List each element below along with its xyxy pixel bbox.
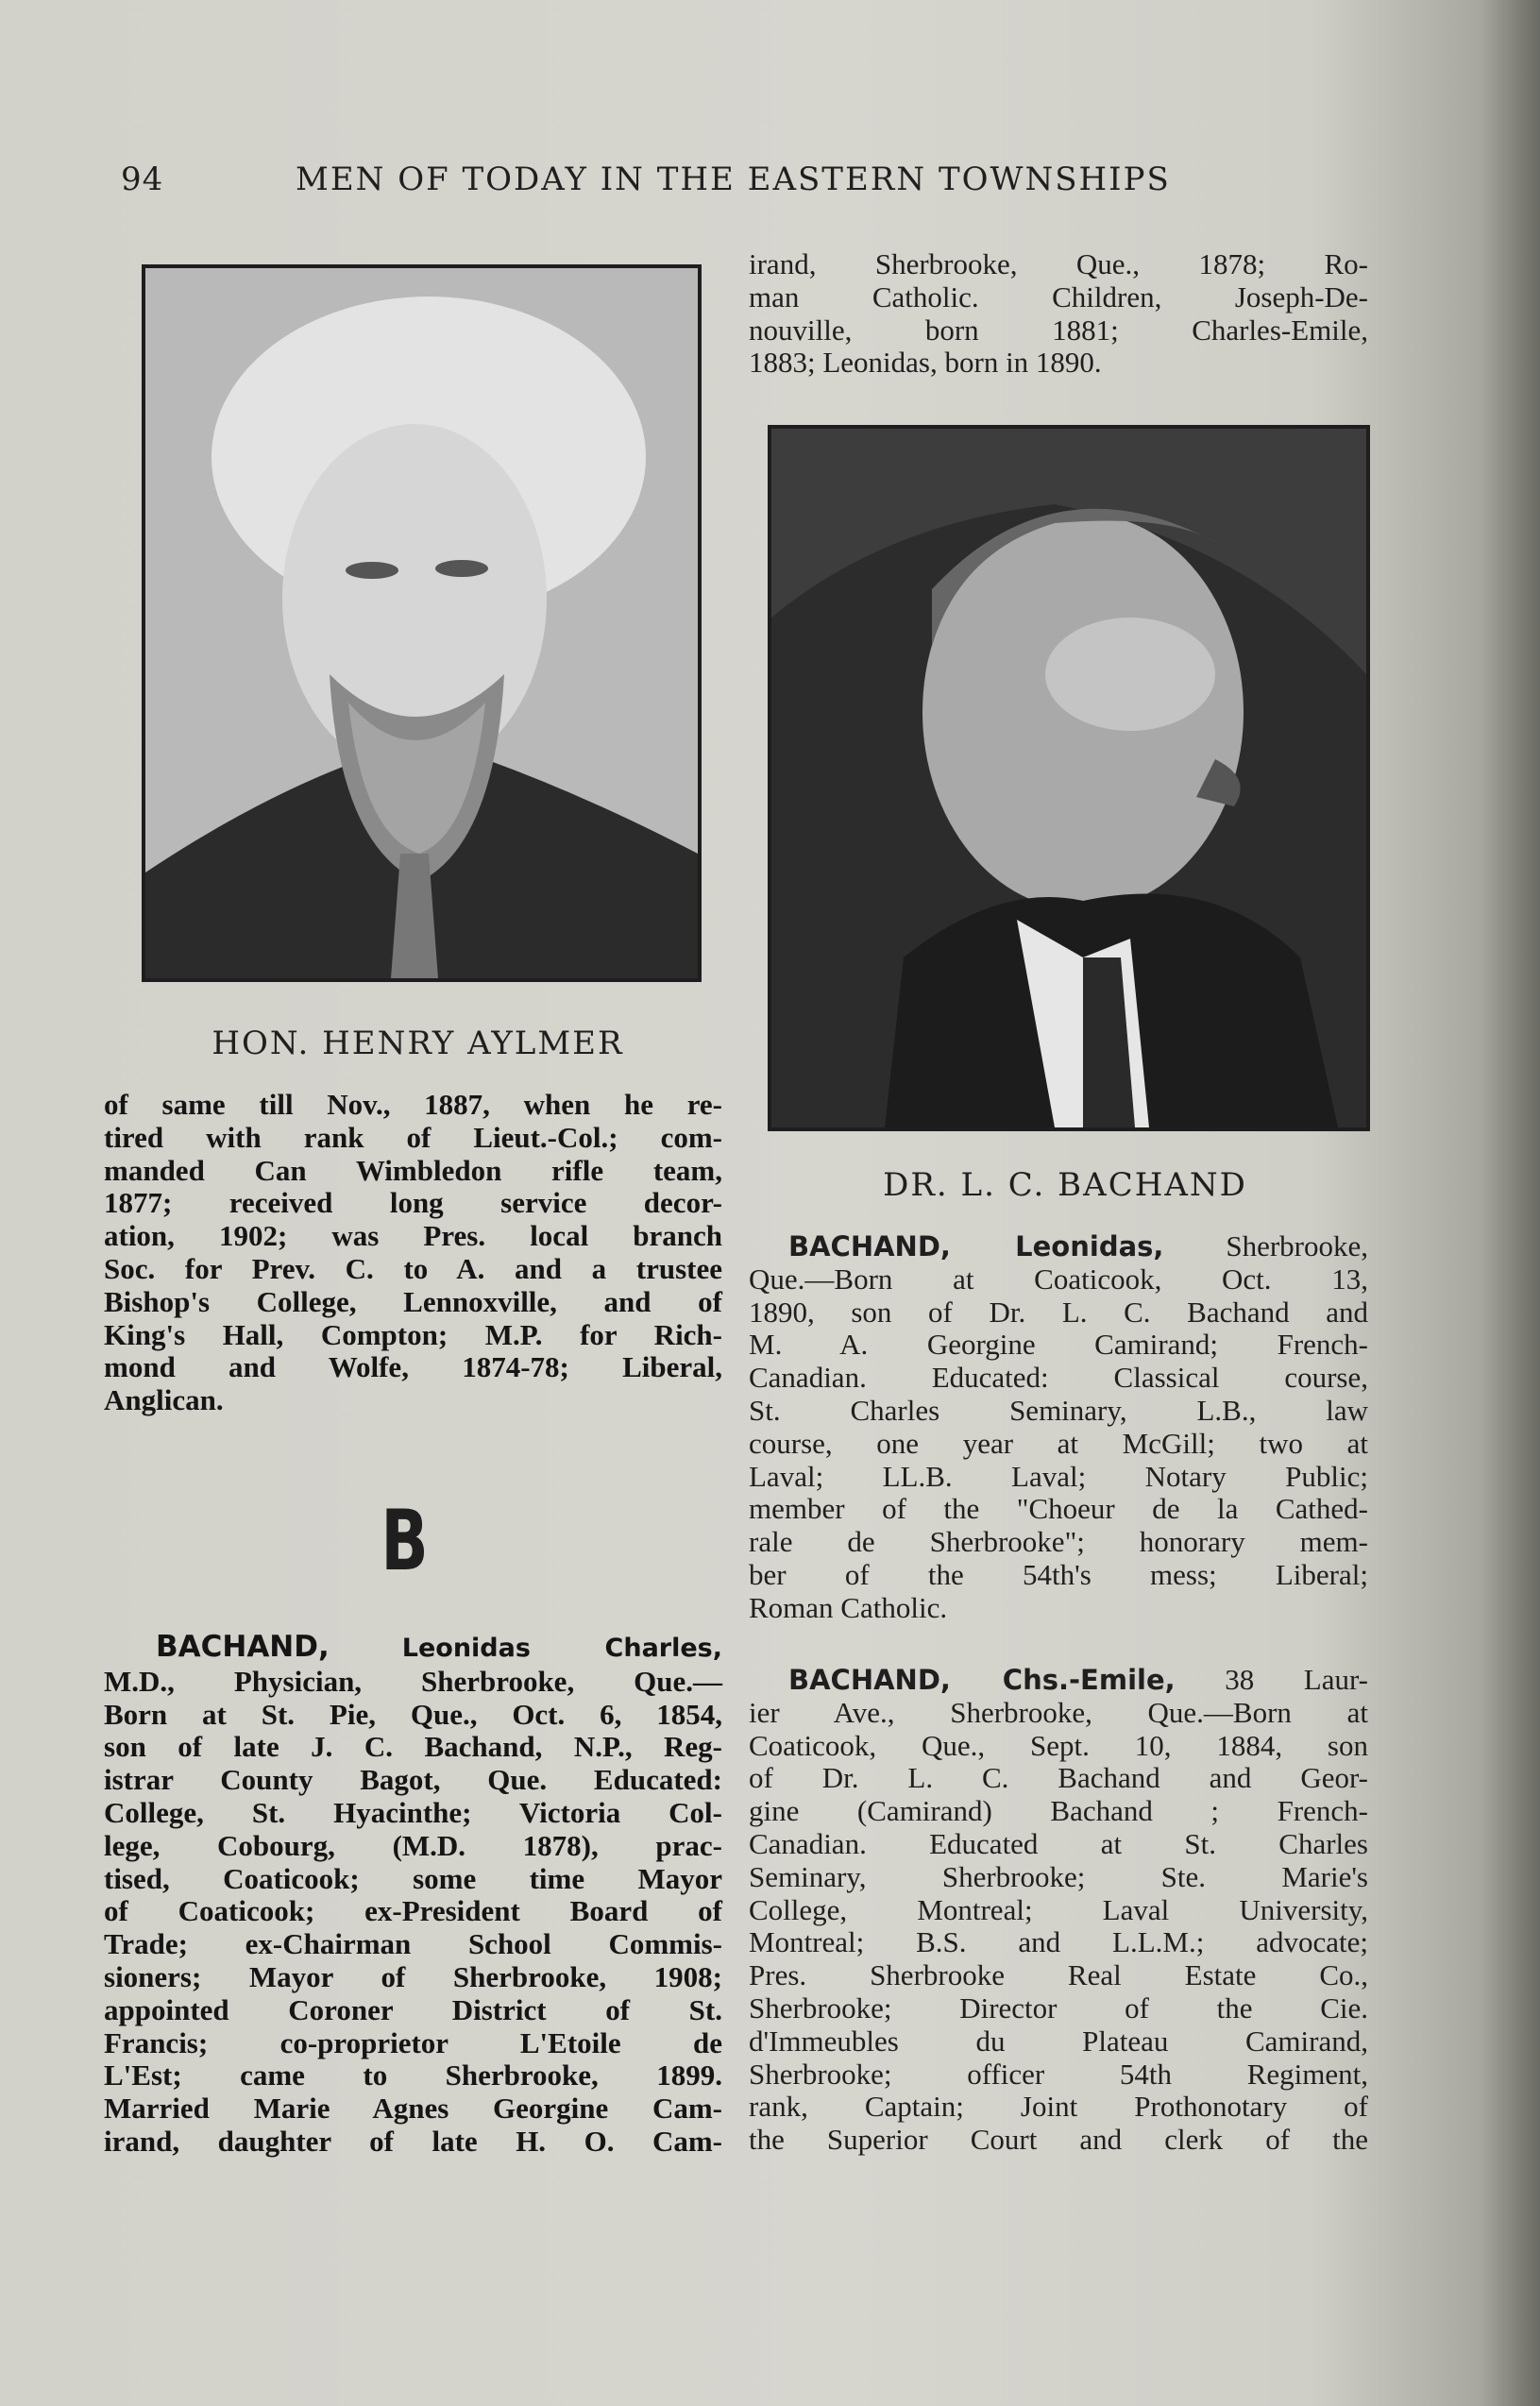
text-line: sioners; Mayor of Sherbrooke, 1908; (104, 1959, 722, 1993)
text-line: lege, Cobourg, (M.D. 1878), prac- (104, 1828, 722, 1862)
entry-surname: BACHAND, Leonidas, (788, 1230, 1164, 1262)
text-line: rale de Sherbrooke"; honorary mem- (749, 1525, 1368, 1559)
text-line: College, St. Hyacinthe; Victoria Col- (104, 1795, 722, 1829)
text-line: Trade; ex-Chairman School Commis- (104, 1927, 722, 1961)
text-line: 1890, son of Dr. L. C. Bachand and (749, 1295, 1368, 1329)
entry-bachand-leonidas-charles (104, 1631, 722, 2159)
entry-heading (749, 1664, 1368, 1697)
entry-given-names: Leonidas Charles, (401, 1634, 723, 1663)
text-line: rank, Captain; Joint Prothonotary of (749, 2090, 1368, 2124)
text-line: Soc. for Prev. C. to A. and a trustee (104, 1251, 722, 1285)
entry-heading-rest: Sherbrooke, (1226, 1229, 1369, 1262)
text-line: d'Immeubles du Plateau Camirand, (749, 2024, 1368, 2058)
text-line: Married Marie Agnes Georgine Cam- (104, 2092, 722, 2126)
text-line: Coaticook, Que., Sept. 10, 1884, son (749, 1728, 1368, 1762)
text-line: course, one year at McGill; two at (749, 1426, 1368, 1460)
portrait-henry-aylmer (142, 264, 702, 982)
text-line: gine (Camirand) Bachand ; French- (749, 1794, 1368, 1828)
running-title: MEN OF TODAY IN THE EASTERN TOWNSHIPS (296, 161, 1171, 198)
text-line: member of the "Choeur de la Cathed- (749, 1492, 1368, 1526)
caption-henry-aylmer: HON. HENRY AYLMER (212, 1025, 624, 1062)
text-line: St. Charles Seminary, L.B., law (749, 1393, 1368, 1427)
entry-bachand-leonidas (749, 1230, 1368, 1625)
text-line: College, Montreal; Laval University, (749, 1892, 1368, 1926)
text-line: of Coaticook; ex-President Board of (104, 1894, 722, 1928)
text-line: 1877; received long service decor- (104, 1186, 722, 1220)
text-line: Born at St. Pie, Que., Oct. 6, 1854, (104, 1697, 722, 1731)
text-line: istrar County Bagot, Que. Educated: (104, 1763, 722, 1797)
text-line: tired with rank of Lieut.-Col.; com- (104, 1120, 722, 1154)
text-line: Anglican. (104, 1383, 224, 1417)
text-line: Sherbrooke; Director of the Cie. (749, 1991, 1368, 2025)
text-line: irand, daughter of late H. O. Cam- (104, 2124, 722, 2158)
text-line: Sherbrooke; officer 54th Regiment, (749, 2057, 1368, 2091)
text-line: Pres. Sherbrooke Real Estate Co., (749, 1958, 1368, 1992)
page-number: 94 (121, 161, 164, 198)
text-line: Roman Catholic. (749, 1590, 948, 1624)
text-line: Francis; co-proprietor L'Etoile de (104, 2025, 722, 2059)
text-line: Laval; LL.B. Laval; Notary Public; (749, 1459, 1368, 1493)
text-line: Canadian. Educated: Classical course, (749, 1361, 1368, 1395)
text-line: tised, Coaticook; some time Mayor (104, 1861, 722, 1895)
portrait-lc-bachand-image (771, 429, 1366, 1127)
section-letter: B (381, 1492, 429, 1589)
text-line: L'Est; came to Sherbrooke, 1899. (104, 2059, 722, 2093)
text-line: Bishop's College, Lennoxville, and of (104, 1284, 722, 1318)
text-line: ber of the 54th's mess; Liberal; (749, 1557, 1368, 1591)
text-line: mond and Wolfe, 1874-78; Liberal, (104, 1350, 722, 1384)
portrait-lc-bachand (768, 425, 1370, 1131)
entry-surname: BACHAND, Chs.-Emile, (788, 1664, 1176, 1696)
text-line: the Superior Court and clerk of the (749, 2123, 1368, 2157)
text-line: appointed Coroner District of St. (104, 1992, 722, 2026)
text-line: manded Can Wimbledon rifle team, (104, 1153, 722, 1187)
text-line: M.D., Physician, Sherbrooke, Que.— (104, 1664, 722, 1698)
text-line: M. A. Georgine Camirand; French- (749, 1328, 1368, 1362)
entry-bachand-chs-emile (749, 1664, 1368, 2157)
entry-surname: BACHAND, (156, 1630, 330, 1664)
text-line: nouville, born 1881; Charles-Emile, (749, 313, 1368, 347)
caption-lc-bachand: DR. L. C. BACHAND (883, 1166, 1247, 1204)
text-line: of Dr. L. C. Bachand and Geor- (749, 1761, 1368, 1795)
entry-heading-rest: 38 Laur- (1225, 1663, 1368, 1696)
text-line: of same till Nov., 1887, when he re- (104, 1088, 722, 1121)
text-line: son of late J. C. Bachand, N.P., Reg- (104, 1730, 722, 1764)
text-line: Que.—Born at Coaticook, Oct. 13, (749, 1262, 1368, 1296)
text-line: ation, 1902; was Pres. local branch (104, 1219, 722, 1253)
entry-heading (749, 1230, 1368, 1263)
text-line: Seminary, Sherbrooke; Ste. Marie's (749, 1859, 1368, 1893)
text-line: King's Hall, Compton; M.P. for Rich- (104, 1317, 722, 1351)
text-line: Canadian. Educated at St. Charles (749, 1826, 1368, 1860)
continuation-text (749, 248, 1368, 380)
entry-heading (104, 1631, 722, 1666)
aylmer-biography (104, 1089, 722, 1417)
text-line: irand, Sherbrooke, Que., 1878; Ro- (749, 247, 1368, 280)
text-line: ier Ave., Sherbrooke, Que.—Born at (749, 1695, 1368, 1729)
text-line: Montreal; B.S. and L.L.M.; advocate; (749, 1925, 1368, 1959)
text-line: 1883; Leonidas, born in 1890. (749, 346, 1102, 380)
portrait-henry-aylmer-image (145, 268, 698, 978)
text-line: man Catholic. Children, Joseph-De- (749, 280, 1368, 313)
